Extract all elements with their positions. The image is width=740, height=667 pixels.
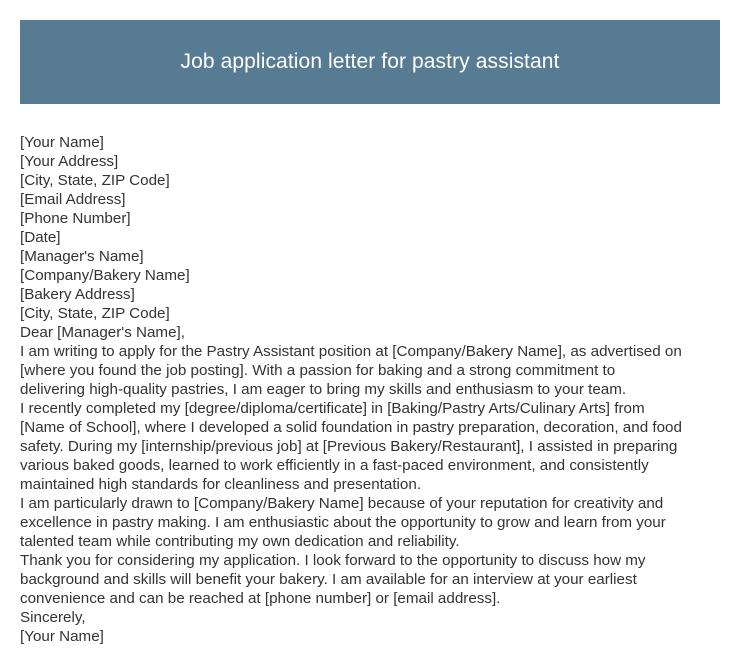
paragraph-line: I am writing to apply for the Pastry Assistant position at [Company/Bakery Name], as advertised on xyxy=(20,343,682,360)
sender-block xyxy=(20,133,720,247)
page-title: Job application letter for pastry assistant xyxy=(180,50,560,73)
sender-phone: [Phone Number] xyxy=(20,210,131,227)
recipient-company: [Company/Bakery Name] xyxy=(20,267,190,284)
paragraph-line: safety. During my [internship/previous job] at [Previous Bakery/Restaurant], I assisted in preparing xyxy=(20,438,678,455)
paragraph-line: background and skills will benefit your bakery. I am available for an interview at your earliest xyxy=(20,571,637,588)
paragraph-line: convenience and can be reached at [phone number] or [email address]. xyxy=(20,590,501,607)
sender-email: [Email Address] xyxy=(20,191,126,208)
paragraph-experience xyxy=(20,399,720,494)
sender-name: [Your Name] xyxy=(20,134,104,151)
paragraph-line: I recently completed my [degree/diploma/certificate] in [Baking/Pastry Arts/Culinary Arts] from xyxy=(20,400,645,417)
recipient-address: [Bakery Address] xyxy=(20,286,135,303)
recipient-name: [Manager's Name] xyxy=(20,248,144,265)
salutation: Dear [Manager's Name], xyxy=(20,324,185,341)
paragraph-line: I am particularly drawn to [Company/Bakery Name] because of your reputation for creativity and xyxy=(20,495,664,512)
paragraph-line: various baked goods, learned to work efficiently in a fast-paced environment, and consistently xyxy=(20,457,649,474)
paragraph-line: excellence in pastry making. I am enthusiastic about the opportunity to grow and learn from your xyxy=(20,514,666,531)
paragraph-motivation xyxy=(20,494,720,551)
letter-date: [Date] xyxy=(20,229,61,246)
recipient-block xyxy=(20,247,720,323)
paragraph-closing xyxy=(20,551,720,608)
paragraph-line: talented team while contributing my own dedication and reliability. xyxy=(20,533,460,550)
title-banner xyxy=(20,20,720,104)
sender-address: [Your Address] xyxy=(20,153,119,170)
paragraph-line: delivering high-quality pastries, I am eager to bring my skills and enthusiasm to your team. xyxy=(20,381,627,398)
recipient-city-state-zip: [City, State, ZIP Code] xyxy=(20,305,170,322)
paragraph-line: Thank you for considering my application. I look forward to the opportunity to discuss how my xyxy=(20,552,646,569)
paragraph-line: maintained high standards for cleanliness and presentation. xyxy=(20,476,422,493)
sender-city-state-zip: [City, State, ZIP Code] xyxy=(20,172,170,189)
paragraph-line: [where you found the job posting]. With a passion for baking and a strong commitment to xyxy=(20,362,616,379)
paragraph-line: [Name of School], where I developed a solid foundation in pastry preparation, decoration, and food xyxy=(20,419,682,436)
closing: Sincerely, xyxy=(20,609,86,626)
paragraph-intro xyxy=(20,342,720,399)
letter-body xyxy=(20,133,720,646)
signature: [Your Name] xyxy=(20,628,104,645)
